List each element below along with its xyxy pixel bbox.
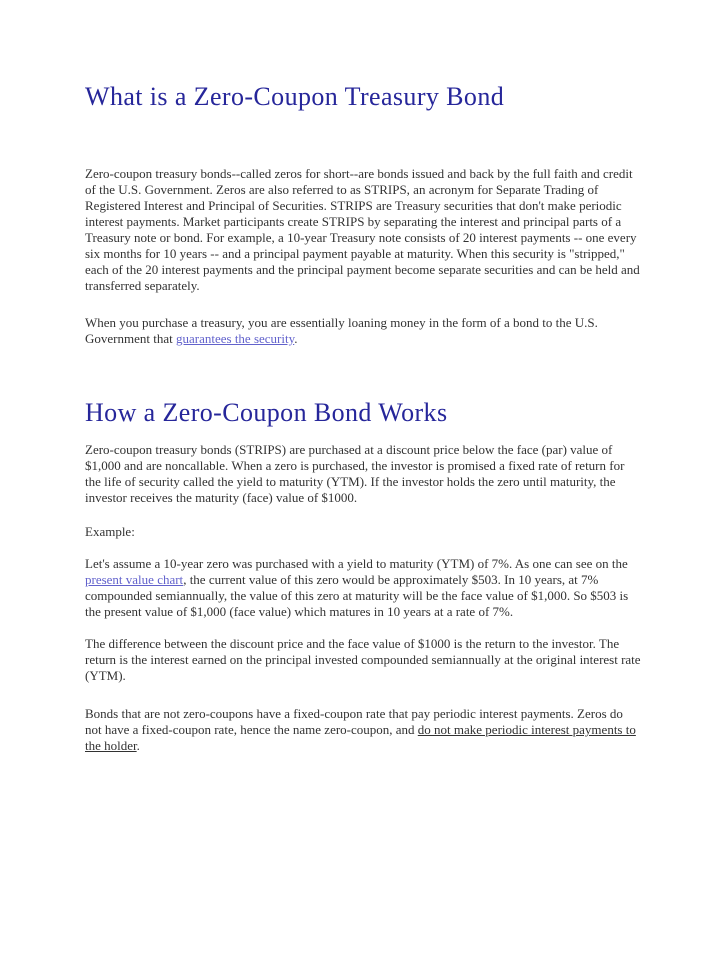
example-paragraph — [85, 556, 641, 620]
intro-paragraph: Zero-coupon treasury bonds--called zeros for short--are bonds issued and back by the full faith and credit of the U.S. Government. Zeros are also referred to as STRIPS, an acronym for Separate Trading of Registered Interest and Principal of Securities. STRIPS are Treasury securities that don't make periodic interest payments. Market participants create STRIPS by separating the interest and principal parts of a Treasury note or bond. For example, a 10-year Treasury note consists of 20 interest payments -- one every six months for 10 years -- and a principal payment payable at maturity. When this security is "stripped," each of the 20 interest payments and the principal payment become separate securities and can be held and transferred separately. — [85, 166, 640, 293]
loan-paragraph — [85, 315, 641, 347]
fixed-coupon-paragraph — [85, 706, 641, 754]
present-value-chart-link[interactable]: present value chart — [85, 572, 184, 587]
strips-discount-paragraph: Zero-coupon treasury bonds (STRIPS) are purchased at a discount price below the face (par) value of $1,000 and are noncallable. When a zero is purchased, the investor is promised a fixed rate of return for the life of security called the yield to maturity (YTM). If the investor holds the zero until maturity, the investor receives the maturity (face) value of $1000. — [85, 442, 625, 505]
loan-paragraph-period: . — [294, 331, 298, 346]
guarantees-security-link[interactable]: guarantees the security — [175, 331, 295, 346]
page-title: What is a Zero-Coupon Treasury Bond — [85, 82, 505, 111]
return-paragraph: The difference between the discount price and the face value of $1000 is the return to the investor. The return is the interest earned on the principal invested compounded semiannually at the original interest rate (YTM). — [85, 636, 641, 683]
fixed-coupon-text-pre: Bonds that are not zero-coupons have a fixed-coupon rate that pay periodic interest payments. Zeros do not have a fixed-coupon rate, hence the name zero-coupon, and — [85, 706, 623, 737]
section-heading-how-it-works: How a Zero-Coupon Bond Works — [85, 398, 448, 427]
example-label: Example: — [85, 524, 135, 539]
fixed-coupon-text-post: . — [136, 738, 140, 753]
no-periodic-payments-underlined-phrase: do not make periodic interest payments to the holder — [85, 722, 636, 753]
example-paragraph-text-post: , the current value of this zero would be approximately $503. In 10 years, at 7% compounded semiannually, the value of this zero at maturity will be the face value of $1,000. So $503 is the present value of $1,000 (face value) which matures in 10 years at a rate of 7%. — [85, 572, 629, 619]
example-paragraph-text-pre: Let's assume a 10-year zero was purchased with a yield to maturity (YTM) of 7%. As one can see on the — [85, 556, 628, 571]
loan-paragraph-text: When you purchase a treasury, you are essentially loaning money in the form of a bond to the U.S. Government that — [85, 315, 598, 346]
